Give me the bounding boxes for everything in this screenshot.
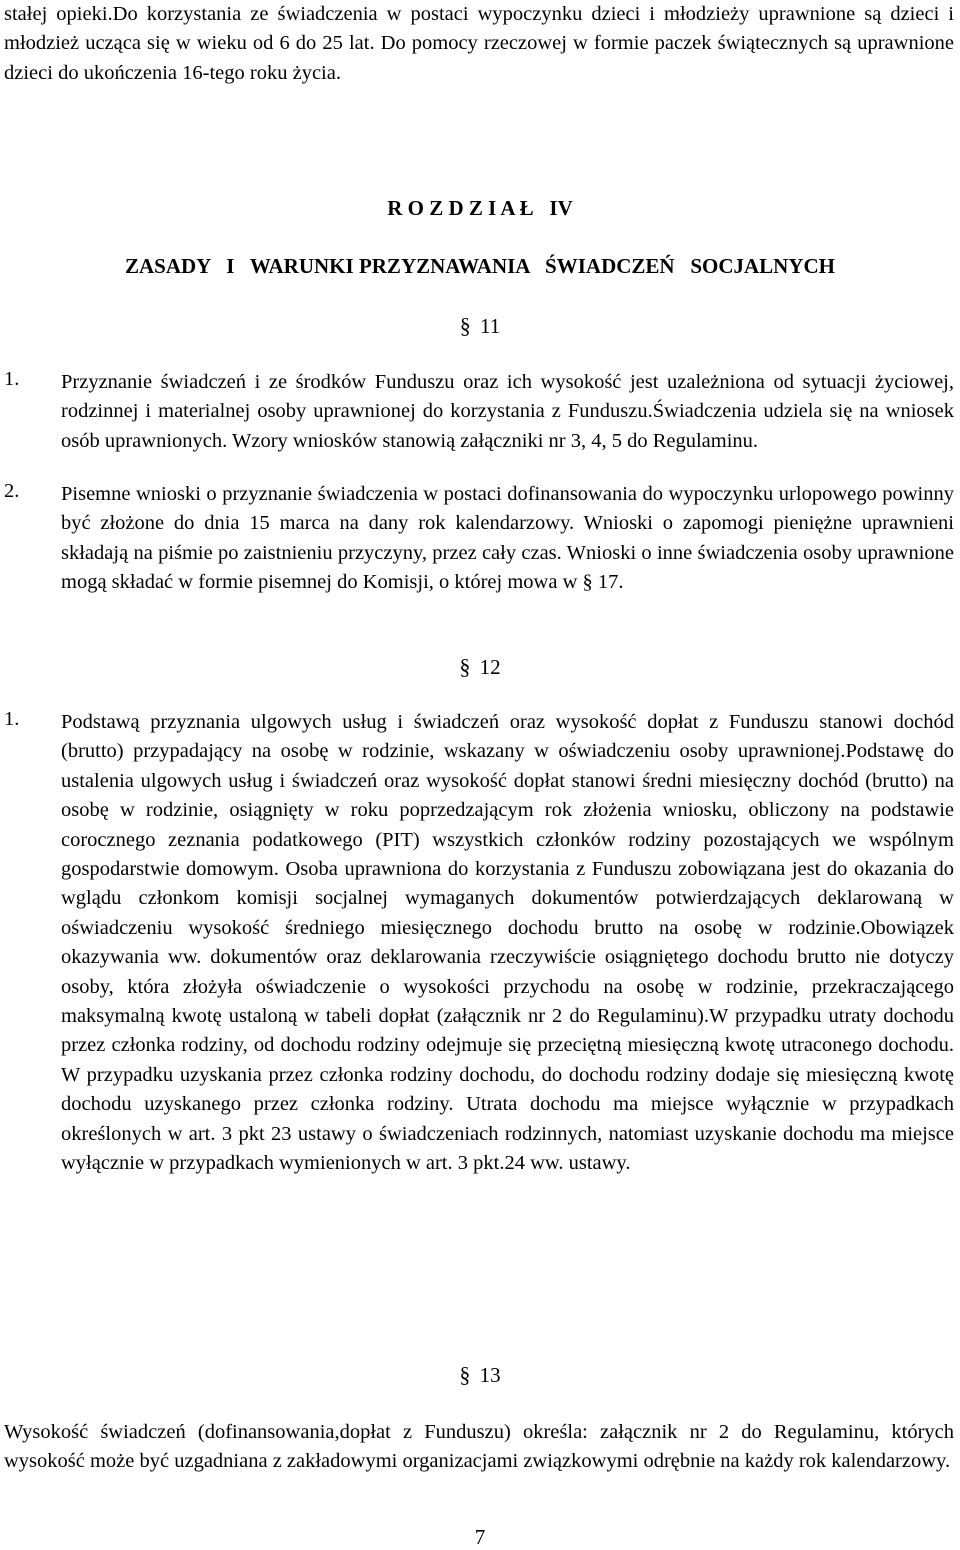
- section-symbol: §: [459, 1362, 471, 1387]
- section-heading-13: [0, 1362, 960, 1388]
- page-number: 7: [474, 1525, 486, 1549]
- item-text: Podstawą przyznania ulgowych usług i świadczeń oraz wysokość dopłat z Funduszu stanowi dochód (brutto) przypadający na osobę w rodzinie, wskazany w oświadczeniu osoby uprawnionej.Podstawę do ustalenia ulgowych usług i świadczeń oraz wysokość dopłat stanowi średni miesięczny dochód (brutto) na osobę w rodzinie, osiągnięty w roku poprzedzającym rok złożenia wniosku, obliczony na podstawie corocznego zeznania podatkowego (PIT) wszystkich członków rodziny pozostających we wspólnym gospodarstwie domowym. Osoba uprawniona do korzystania z Funduszu zobowiązana jest do okazania do wglądu członkom komisji socjalnej wymaganych dokumentów potwierdzających deklarowaną w oświadczeniu wysokość średniego miesięcznego dochodu brutto na osobę w rodzinie.Obowiązek okazywania ww. dokumentów oraz deklarowania rzeczywiście osiągniętego dochodu brutto nie dotyczy osoby, która złożyła oświadczenie o wysokości przychodu na osobę w rodzinie, przekraczającego maksymalną kwotę ustaloną w tabeli dopłat (załącznik nr 2 do Regulaminu).W przypadku utraty dochodu przez członka rodziny, od dochodu rodziny odejmuje się przeciętną miesięczną kwotę utraconego dochodu. W przypadku uzyskania przez członka rodziny dochodu, do dochodu rodziny dodaje się miesięczną kwotę dochodu uzyskanego przez członka rodziny. Utrata dochodu ma miejsce wyłącznie w przypadkach określonych w art. 3 pkt 23 ustawy o świadczeniach rodzinnych, natomiast uzyskanie dochodu ma miejsce wyłącznie w przypadkach wymienionych w art. 3 pkt.24 ww. ustawy.: [61, 711, 954, 1175]
- list-item: [4, 368, 954, 456]
- chapter-subtitle: ZASADY I WARUNKI PRZYZNAWANIA ŚWIADCZEŃ SOCJALNYCH: [124, 254, 836, 278]
- intro-paragraph: stałej opieki.Do korzystania ze świadczenia w postaci wypoczynku dzieci i młodzieży uprawnione są dzieci i młodzież ucząca się w wieku od 6 do 25 lat. Do pomocy rzeczowej w formie paczek świątecznych są uprawnione dzieci do ukończenia 16-tego roku życia.: [4, 3, 954, 84]
- chapter-title: R O Z D Z I A Ł IV: [387, 196, 573, 220]
- list-item: [4, 480, 954, 598]
- item-number: 1.: [4, 708, 20, 730]
- item-text: Pisemne wnioski o przyznanie świadczenia w postaci dofinansowania do wypoczynku urlopowego powinny być złożone do dnia 15 marca na dany rok kalendarzowy. Wnioski o zapomogi pieniężne uprawnieni składają na piśmie po zaistnieniu przyczyny, przez cały czas. Wnioski o inne świadczenia osoby uprawnione mogą składać w formie pisemnej do Komisji, o której mowa w § 17.: [61, 483, 954, 594]
- section-number: 11: [480, 314, 501, 338]
- section-symbol: §: [459, 654, 471, 679]
- section-number: 12: [479, 655, 501, 679]
- section-heading-11: [0, 313, 960, 339]
- section-13-text: Wysokość świadczeń (dofinansowania,dopłat z Funduszu) określa: załącznik nr 2 do Regulaminu, których wysokość może być uzgadniana z zakładowymi organizacjami związkowymi odrębnie na każdy rok kalendarzowy.: [4, 1421, 954, 1473]
- section-heading-12: [0, 654, 960, 680]
- item-text: Przyznanie świadczeń i ze środków Funduszu oraz ich wysokość jest uzależniona od sytuacji życiowej, rodzinnej i materialnej osoby uprawnionej do korzystania z Funduszu.Świadczenia udziela się na wniosek osób uprawnionych. Wzory wniosków stanowią załączniki nr 3, 4, 5 do Regulaminu.: [61, 371, 954, 452]
- item-number: 2.: [4, 480, 20, 502]
- section-symbol: §: [459, 313, 471, 338]
- section-number: 13: [479, 1363, 501, 1387]
- list-item: [4, 708, 954, 1179]
- item-number: 1.: [4, 368, 20, 390]
